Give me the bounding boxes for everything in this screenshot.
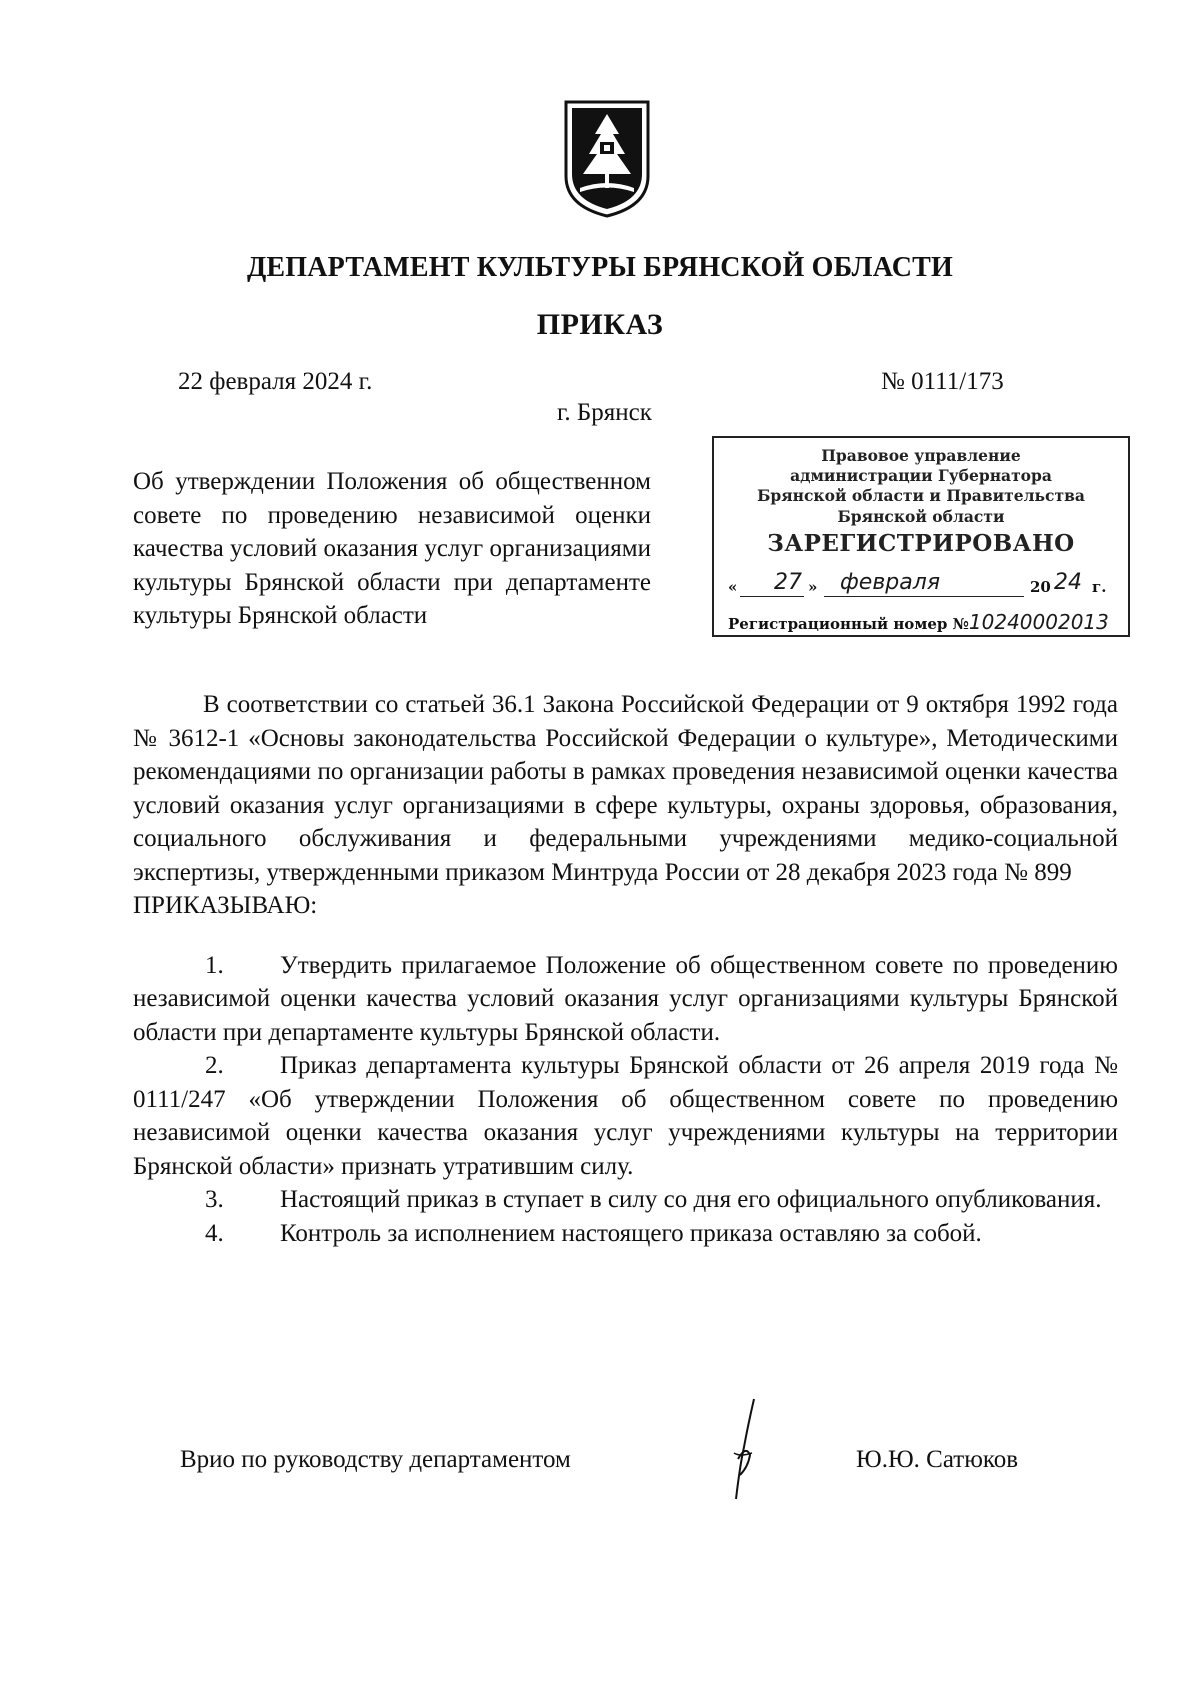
item-number: 1. <box>205 951 224 979</box>
stamp-reg-label: Регистрационный номер № <box>728 615 969 633</box>
signatory-position: Врио по руководству департаментом <box>180 1446 571 1473</box>
order-item <box>133 1217 1118 1251</box>
stamp-line: Брянской области и Правительства <box>757 486 1085 505</box>
stamp-year-prefix: 20 <box>1030 578 1051 596</box>
stamp-line: Брянской области <box>837 507 1005 526</box>
coat-of-arms-icon <box>562 98 652 220</box>
item-text: Утвердить прилагаемое Положение об общественном совете по проведению независимой оценки качества условий оказания услуг организациями культуры Брянской области при департаменте культуры Брянской области. <box>133 951 1118 1046</box>
signatory-name: Ю.Ю. Сатюков <box>856 1446 1019 1473</box>
document-type: ПРИКАЗ <box>536 308 664 341</box>
handwritten-signature <box>710 1395 770 1505</box>
preamble: В соответствии со статьей 36.1 Закона Российской Федерации от 9 октября 1992 года № 3612-1 «Основы законодательства Российской Федерации о культуре», Методическими рекомендациями по организации работы в рамках проведения независимой оценки качества условий оказания услуг организациями в сфере культуры, охраны здоровья, образования, социального обслуживания и федеральными учреждениями медико-социальной экспертизы, утвержденными приказом Минтруда России от 28 декабря 2023 года № 899 <box>133 691 1118 886</box>
order-item <box>133 1049 1118 1183</box>
stamp-line: администрации Губернатора <box>790 466 1052 485</box>
city: г. Брянск <box>557 399 652 426</box>
order-number: № 0111/173 <box>881 368 1004 395</box>
stamp-month: февраля <box>840 570 941 595</box>
item-text: Настоящий приказ в ступает в силу со дня его официального опубликования. <box>280 1186 1102 1213</box>
item-text: Приказ департамента культуры Брянской области от 26 апреля 2019 года № 0111/247 «Об утверждении Положения об общественном совете по проведению независимой оценки качества оказания услуг учреждениями культуры на территории Брянской области» признать утратившим силу. <box>133 1052 1118 1180</box>
stamp-year-unit: г. <box>1092 578 1107 596</box>
item-number: 3. <box>205 1186 224 1213</box>
registration-stamp <box>712 436 1130 637</box>
item-number: 4. <box>205 1219 224 1247</box>
order-body <box>133 688 1118 1250</box>
stamp-registration-number <box>728 610 1109 634</box>
order-directive: ПРИКАЗЫВАЮ: <box>133 892 318 919</box>
stamp-year-suffix: 24 <box>1054 570 1082 595</box>
item-number: 2. <box>205 1052 224 1079</box>
stamp-reg-number: 10240002013 <box>968 610 1109 634</box>
order-item <box>133 949 1118 1050</box>
stamp-registered-label: ЗАРЕГИСТРИРОВАНО <box>767 530 1075 557</box>
order-date: 22 февраля 2024 г. <box>178 368 373 395</box>
department-title: ДЕПАРТАМЕНТ КУЛЬТУРЫ БРЯНСКОЙ ОБЛАСТИ <box>246 252 954 283</box>
stamp-quote-close: » <box>808 578 818 596</box>
stamp-quote-open: « <box>728 578 738 596</box>
item-text: Контроль за исполнением настоящего приказа оставляю за собой. <box>280 1219 982 1247</box>
order-item <box>133 1183 1118 1217</box>
stamp-date <box>728 570 1118 604</box>
order-subject: Об утверждении Положения об общественном совете по проведению независимой оценки качества условий оказания услуг организациями культуры Брянской области при департаменте культуры Брянской области <box>133 468 651 629</box>
stamp-line: Правовое управление <box>821 446 1021 465</box>
stamp-day: 27 <box>774 570 802 595</box>
